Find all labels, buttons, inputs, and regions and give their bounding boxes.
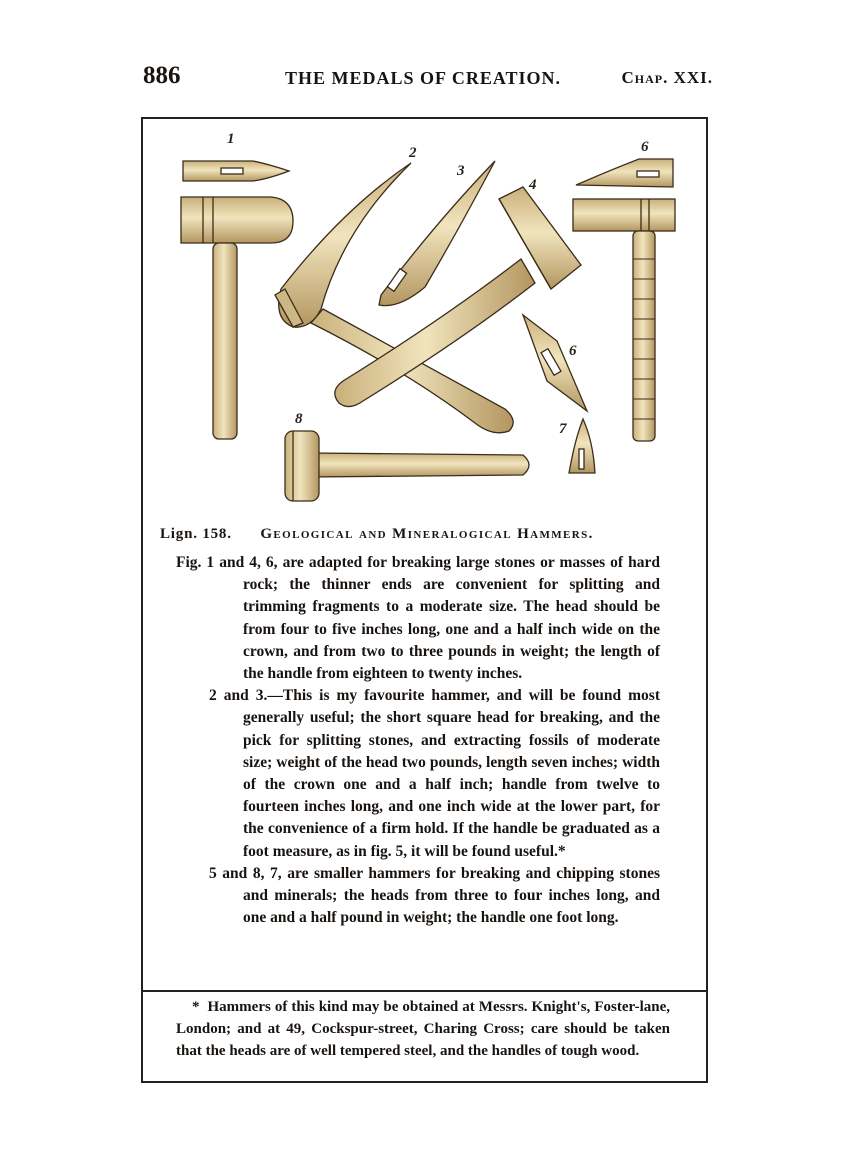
fig-label-3: 3 (457, 163, 465, 179)
paragraph-3: 5 and 8, 7, are smaller hammers for breaking and chipping stones and minerals; the heads from three to four inches long, and one and a half pound in weight; the handle one foot long. (209, 864, 660, 927)
footnote (176, 996, 670, 1062)
lign-number: Lign. 158. (160, 526, 232, 542)
fig-label-6a: 6 (641, 139, 649, 155)
footnote-divider (143, 990, 706, 992)
hammers-engraving (143, 119, 706, 519)
hammer-7-icon (569, 419, 595, 473)
fig-label-1: 1 (227, 131, 235, 147)
fig-label-6b: 6 (569, 343, 577, 359)
running-title: THE MEDALS OF CREATION. (285, 68, 562, 88)
fig-label-4: 4 (529, 177, 537, 193)
hammer-1-icon (181, 161, 293, 439)
hammer-6-icon (573, 159, 675, 441)
hammers-illustration (143, 119, 706, 519)
hammer-6b-icon (523, 315, 587, 411)
fig-label-2: 2 (409, 145, 417, 161)
fig-label-8: 8 (295, 411, 303, 427)
chapter-label: Chap. XXI. (621, 68, 713, 87)
description-text (160, 552, 660, 929)
fig-label-7: 7 (559, 421, 567, 437)
figure-caption (160, 526, 690, 543)
caption-title: Geological and Mineralogical Hammers. (260, 526, 594, 542)
page-header (143, 62, 713, 96)
hammer-3-icon (379, 161, 495, 306)
footnote-mark: * (192, 999, 200, 1015)
paragraph-2: 2 and 3.—This is my favourite hammer, and will be found most generally useful; the short square head for breaking, and the pick for splitting stones, and extracting fossils of moderate size; weight of the head two pounds, length seven inches; width of the crown one and a half inch; handle from twelve to fourteen inches long, and one inch wide at the lower part, for the convenience of a firm hold. If the handle be graduated as a foot measure, as in fig. 5, it will be found useful.* (209, 687, 660, 860)
hammer-8-icon (285, 431, 529, 501)
page-number: 886 (143, 62, 181, 89)
footnote-text: Hammers of this kind may be obtained at Messrs. Knight's, Foster-lane, London; and at 49, Cockspur-street, Charing Cross; care should be taken that the heads are of well tempered steel, and the handles of tough wood. (176, 999, 670, 1059)
paragraph-1: Fig. 1 and 4, 6, are adapted for breaking large stones or masses of hard rock; the thinner ends are convenient for splitting and trimming fragments to a moderate size. The head should be from four to five inches long, one and a half inch wide on the crown, and from two to three pounds in weight; the length of the handle from eighteen to twenty inches. (176, 554, 660, 683)
